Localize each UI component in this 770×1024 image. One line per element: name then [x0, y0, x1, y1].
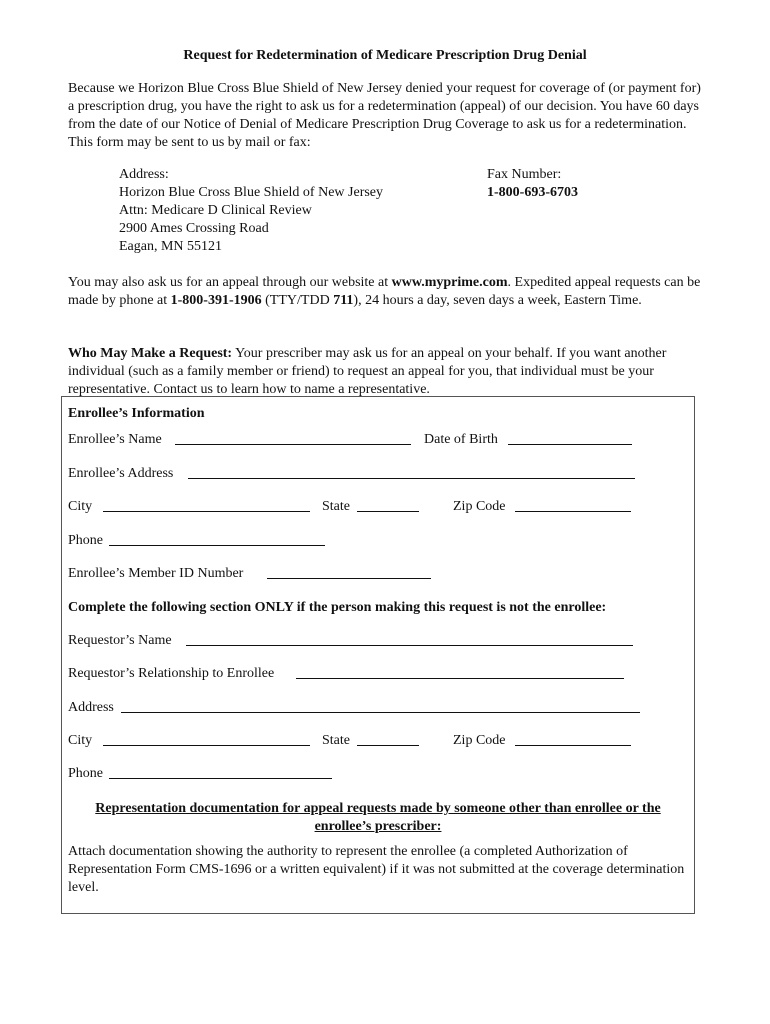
- page-title: Request for Redetermination of Medicare Prescription Drug Denial: [183, 48, 587, 63]
- member-id-field[interactable]: [267, 562, 431, 579]
- enrollee-state-label: State: [322, 499, 350, 514]
- enrollee-address-field[interactable]: [188, 462, 635, 479]
- enrollee-zip-field[interactable]: [515, 495, 631, 512]
- relationship-field[interactable]: [296, 662, 624, 679]
- intro-paragraph: Because we Horizon Blue Cross Blue Shield of New Jersey denied your request for coverage of (or payment for) a prescription drug, you have the right to ask us for a redetermination (appeal) of our decision. You have 60 days from the date of our Notice of Denial of Medicare Prescription Drug Coverage to ask us for a redetermination. This form may be sent to us by mail or fax:: [68, 81, 701, 150]
- enrollee-city-label: City: [68, 499, 93, 514]
- relationship-label: Requestor’s Relationship to Enrollee: [68, 666, 275, 681]
- enrollee-name-field[interactable]: [175, 428, 411, 445]
- fax-number: 1-800-693-6703: [487, 185, 578, 200]
- address-line-4: Eagan, MN 55121: [119, 239, 223, 254]
- enrollee-city-field[interactable]: [103, 495, 310, 512]
- representation-heading: Representation documentation for appeal requests made by someone other than enrollee or the enrollee’s prescriber:: [95, 801, 661, 834]
- enrollee-phone-field[interactable]: [109, 529, 325, 546]
- web-text-1: You may also ask us for an appeal through our website at: [68, 275, 392, 290]
- requestor-zip-label: Zip Code: [453, 733, 506, 748]
- requestor-address-label: Address: [68, 700, 114, 715]
- address-line-3: 2900 Ames Crossing Road: [119, 221, 269, 236]
- phone-number: 1-800-391-1906: [170, 293, 262, 308]
- requestor-city-field[interactable]: [103, 729, 310, 746]
- who-text: Your prescriber may ask us for an appeal on your behalf. If you want another individual (such as a family member or friend) to request an appeal for you, that individual must be your representative. Contact us to learn how to name a representative.: [68, 346, 667, 397]
- web-text-3: (TTY/TDD: [261, 293, 334, 308]
- enrollee-state-field[interactable]: [357, 495, 419, 512]
- who-heading: Who May Make a Request:: [68, 346, 233, 361]
- requestor-phone-label: Phone: [68, 766, 103, 781]
- enrollee-phone-label: Phone: [68, 533, 103, 548]
- requestor-heading: Complete the following section ONLY if the person making this request is not the enrollee:: [68, 600, 607, 615]
- who-paragraph: [68, 345, 708, 399]
- requestor-phone-field[interactable]: [109, 762, 332, 779]
- member-id-label: Enrollee’s Member ID Number: [68, 566, 244, 581]
- web-text-4: ), 24 hours a day, seven days a week, Eastern Time.: [353, 293, 642, 308]
- requestor-address-field[interactable]: [121, 696, 640, 713]
- requestor-city-label: City: [68, 733, 93, 748]
- web-appeal-paragraph: [68, 274, 708, 310]
- representation-text: Attach documentation showing the authority to represent the enrollee (a completed Authorization of Representation Form CMS-1696 or a written equivalent) if it was not submitted at the coverage determination level.: [68, 844, 685, 895]
- enrollee-address-label: Enrollee’s Address: [68, 466, 174, 481]
- enrollee-zip-label: Zip Code: [453, 499, 506, 514]
- dob-field[interactable]: [508, 428, 632, 445]
- dob-label: Date of Birth: [424, 432, 498, 447]
- tty-number: 711: [333, 293, 354, 308]
- requestor-name-label: Requestor’s Name: [68, 633, 172, 648]
- requestor-state-label: State: [322, 733, 350, 748]
- requestor-name-field[interactable]: [186, 629, 633, 646]
- fax-block: [487, 166, 578, 202]
- web-text-2: . Expedited appeal requests can be made by phone at: [68, 275, 701, 308]
- address-line-2: Attn: Medicare D Clinical Review: [119, 203, 312, 218]
- enrollee-name-label: Enrollee’s Name: [68, 432, 162, 447]
- enrollee-heading: Enrollee’s Information: [68, 406, 205, 421]
- address-label: Address:: [119, 167, 169, 182]
- website-link[interactable]: www.myprime.com: [391, 275, 508, 290]
- requestor-zip-field[interactable]: [515, 729, 631, 746]
- requestor-state-field[interactable]: [357, 729, 419, 746]
- mailing-address: [119, 166, 383, 256]
- address-line-1: Horizon Blue Cross Blue Shield of New Jersey: [119, 185, 384, 200]
- fax-label: Fax Number:: [487, 167, 562, 182]
